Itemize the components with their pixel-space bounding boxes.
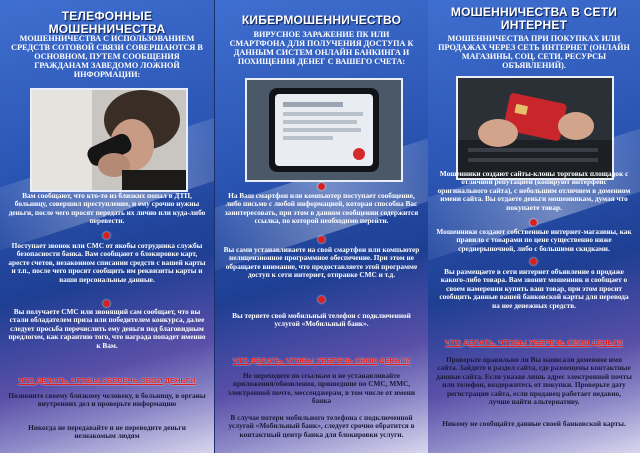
scheme-text-1: На Ваш смартфон или компьютер поступает сообщение, либо письмо с любой информацией, которая способна Вас заинтересовать, при этом в данном сообщении содержится ссылка, по которой необходимо перейти. bbox=[224, 191, 419, 226]
advice-text-2: Никому не сообщайте данные своей банковской карты. bbox=[442, 419, 626, 428]
panel-intro: ВИРУСНОЕ ЗАРАЖЕНИЕ ПК ИЛИ СМАРТФОНА ДЛЯ ПОЛУЧЕНИЯ ДОСТУПА К ДАННЫМ СИСТЕМ ОНЛАЙН БАНКИНГА И ПОХИЩЕНИЯ ДЕНЕГ С ВАШЕГО СЧЕТА: bbox=[229, 30, 414, 66]
panel-title: МОШЕННИЧЕСТВА В СЕТИ ИНТЕРНЕТ bbox=[450, 5, 618, 32]
warning-heading: ЧТО ДЕЛАТЬ, ЧТОБЫ УБЕРЕЧЬ СВОИ ДЕНЬГИ bbox=[232, 356, 411, 365]
bullet-dot bbox=[318, 236, 325, 243]
advice-text-2: В случае потери мобильного телефона с подключенной услугой «Мобильный банк», следует срочно обратится в контактный центр банка для блокировки услуги. bbox=[228, 413, 415, 439]
scheme-text-1: Мошенники создают сайты-клоны торговых площадок с отличной репутацией (копируют интерфейс оригинального сайта), с небольшим отличием в доменном имени сайта. Вы отдаете деньги мошенникам, думая что покупаете товар. bbox=[437, 169, 631, 212]
panel-cyber-fraud bbox=[214, 0, 429, 453]
panel-intro: МОШЕННИЧЕСТВА ПРИ ПОКУПКАХ ИЛИ ПРОДАЖАХ ЧЕРЕЗ СЕТЬ ИНТЕРНЕТ (ОНЛАЙН МАГАЗИНЫ, СОЦ. СЕТИ, РЕСУРСЫ ОБЪЯВЛЕНИЙ). bbox=[438, 34, 630, 70]
bullet-dot bbox=[530, 219, 537, 226]
panel-phone-fraud bbox=[0, 0, 214, 453]
scheme-text-2: Вы сами устанавливаете на свой смартфон или компьютер нелицензионное программное обеспечение. При этом не обращаете внимание, что предоставляете этой программе доступ к сети интернет, отправке СМС и т.д. bbox=[223, 245, 420, 280]
advice-text-1: Позвоните своему близкому человеку, в больницу, в органы внутренних дел и проверьте информацию bbox=[8, 391, 206, 409]
smartphone-message-photo bbox=[245, 78, 403, 182]
panel-internet-fraud bbox=[428, 0, 640, 453]
bullet-dot bbox=[103, 300, 110, 307]
bullet-dot bbox=[318, 183, 325, 190]
warning-heading: ЧТО ДЕЛАТЬ, ЧТОБЫ УБЕРЕЧЬ СВОИ ДЕНЬГИ bbox=[18, 376, 196, 385]
scheme-text-2: Мошенники создают собственные интернет-магазины, как правило с товарами по цене существенно ниже среднерыночной, либо с большими скидками. bbox=[436, 227, 632, 253]
panel-title: ТЕЛЕФОННЫЕ МОШЕННИЧЕСТВА bbox=[48, 9, 166, 36]
bullet-dot bbox=[318, 296, 325, 303]
scheme-text-1: Вам сообщают, что кто-то из близких попал в ДТП, больницу, совершил преступление, и ему срочно нужны деньги, после чего просят передать их лично или куда-либо перевести. bbox=[8, 191, 206, 226]
panel-intro: МОШЕННИЧЕСТВА С ИСПОЛЬЗОВАНИЕМ СРЕДСТВ СОТОВОЙ СВЯЗИ СОВЕРШАЮТСЯ В ОСНОВНОМ, ПУТЕМ СООБЩЕНИЯ ГРАЖДАНАМ ЗАВЕДОМО ЛОЖНОЙ ИНФОРМАЦИИ: bbox=[11, 34, 203, 79]
advice-text-1: Не переходите по ссылкам и не устанавливайте приложения/обновления, пришедшие по СМС, ММС, электронной почте, мессенджерам, в том числе от имени банка bbox=[227, 371, 416, 406]
bullet-dot bbox=[530, 258, 537, 265]
bank-card-laptop-photo bbox=[456, 76, 614, 180]
person-on-phone-photo bbox=[30, 88, 188, 192]
scheme-text-3: Вы получаете СМС или звонящий сам сообщает, что вы стали обладателем приза или победителем конкурса, далее следует просьба перечислить ему деньги под благовидным предлогом, как гарантию того, что награда попадет именно к Вам. bbox=[8, 307, 206, 350]
scheme-text-3: Вы размещаете в сети интернет объявление о продаже какого-либо товара. Вам звонит мошенник и сообщает о своем намерении купить ваш товар, при этом просит сообщить данные вашей банковской карты для перевода на нее денежных средств. bbox=[439, 267, 629, 310]
scheme-text-2: Поступает звонок или СМС от якобы сотрудника службы безопасности банка. Вам сообщают о блокировке карт, аресте счетов, незаконном списании средств с вашей карты и т.п., после чего просят сообщить им реквизиты карты и ваши персональные данные. bbox=[8, 241, 206, 284]
advice-text-1: Проверьте правильно ли Вы написали доменное имя сайта. Зайдите в раздел сайта, где размещены контактные данные сайта. Если указан лишь адрес электронной почты или телефон, воздержитесь от покупки. Проверьте дату регистрации сайта, если продавец работает недавно, лучше найти альтернативу. bbox=[436, 355, 632, 407]
panel-title: КИБЕРМОШЕННИЧЕСТВО bbox=[241, 13, 402, 27]
warning-heading: ЧТО ДЕЛАТЬ, ЧТОБЫ УБЕРЕЧЬ СВОИ ДЕНЬГИ bbox=[445, 338, 623, 347]
advice-text-2: Никогда не передавайте и не переводите деньги незнакомым людям bbox=[28, 423, 186, 441]
bullet-dot bbox=[103, 232, 110, 239]
scheme-text-3: Вы теряете свой мобильный телефон с подключенной услугой «Мобильный банк». bbox=[232, 311, 411, 329]
